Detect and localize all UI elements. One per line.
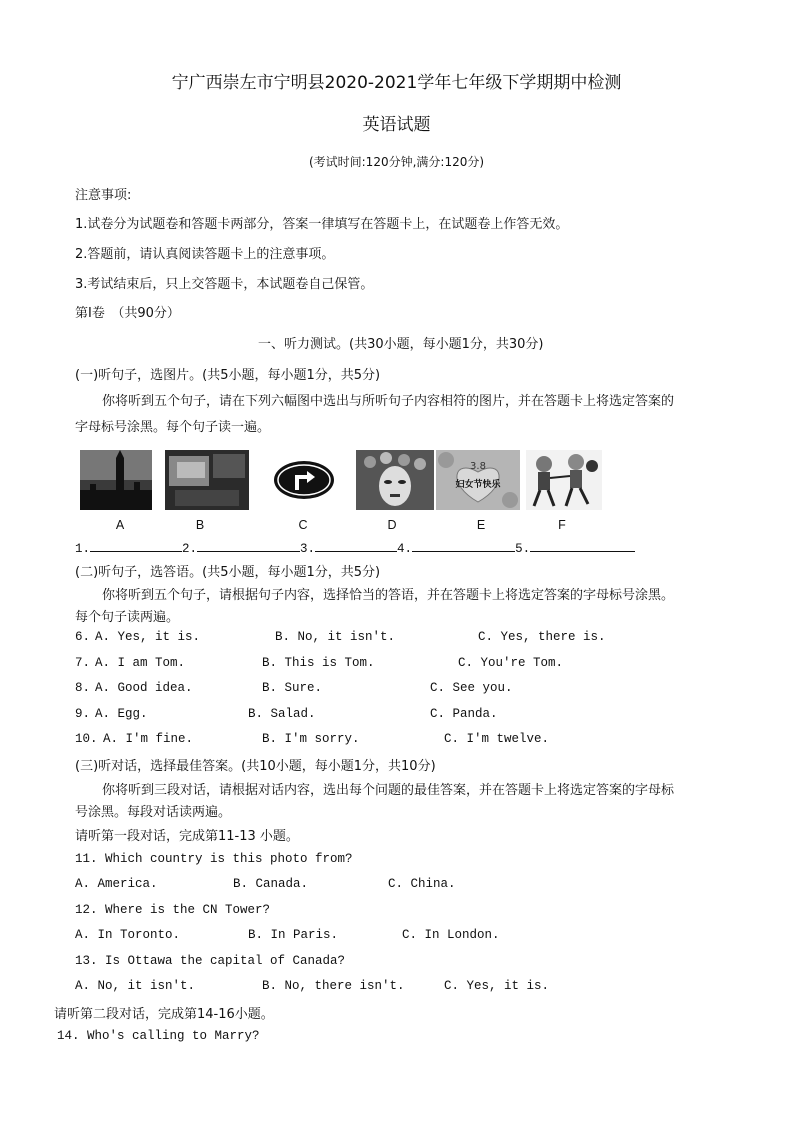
option-a: A. No, it isn't. [75, 979, 196, 993]
option-b: B. Sure. [262, 681, 323, 695]
question-number: 10. [75, 732, 98, 746]
answer-blank[interactable] [412, 537, 515, 552]
picture-f-children-playing [526, 450, 602, 510]
picture-e-womens-day-card [436, 450, 520, 510]
volume-label: 第Ⅰ卷 （共90分） [75, 306, 180, 321]
answer-blank[interactable] [315, 537, 397, 552]
part2-heading: (二)听句子，选答语。(共5小题，每小题1分，共5分) [75, 565, 381, 580]
picture-letter: A [115, 518, 125, 532]
answer-blanks-row [75, 537, 635, 556]
picture-a-big-ben [80, 450, 152, 510]
picture-letter: D [387, 518, 397, 532]
option-a: A. Yes, it is. [95, 630, 201, 644]
dialog-intro: 请听第一段对话，完成第11-13 小题。 [75, 829, 299, 844]
blank-label: 2. [182, 542, 198, 556]
question-text: 14. Who's calling to Marry? [57, 1029, 260, 1043]
option-a: A. Egg. [95, 707, 148, 721]
option-c: C. In London. [402, 928, 500, 942]
picture-letter: B [195, 518, 205, 532]
option-b: B. I'm sorry. [262, 732, 360, 746]
answer-blank[interactable] [197, 537, 300, 552]
part2-instruction: 你将听到五个句子，请根据句子内容，选择恰当的答语，并在答题卡上将选定答案的字母标号涂黑。 [102, 588, 675, 603]
option-b: B. In Paris. [248, 928, 339, 942]
question-number: 9. [75, 707, 91, 721]
option-a: A. I am Tom. [95, 656, 186, 670]
option-c: C. See you. [430, 681, 513, 695]
section-heading: 一、听力测试。(共30小题，每小题1分，共30分) [258, 337, 544, 352]
option-c: C. Yes, there is. [478, 630, 606, 644]
exam-subtitle: 英语试题 [362, 115, 431, 135]
question-text: 12. Where is the CN Tower? [75, 903, 271, 917]
option-c: C. I'm twelve. [444, 732, 550, 746]
option-b: B. No, it isn't. [275, 630, 396, 644]
part1-heading: (一)听句子，选图片。(共5小题，每小题1分，共5分) [75, 368, 381, 383]
part1-instruction: 你将听到五个句子，请在下列六幅图中选出与所听句子内容相符的图片，并在答题卡上将选定答案的 [102, 394, 675, 409]
option-a: A. In Toronto. [75, 928, 181, 942]
picture-b-photo [165, 450, 249, 510]
womens-day-number: 3.8 [470, 461, 486, 472]
part2-instruction: 每个句子读两遍。 [75, 610, 180, 625]
answer-blank[interactable] [90, 537, 182, 552]
blank-label: 5. [515, 542, 531, 556]
question-text: 11. Which country is this photo from? [75, 852, 353, 866]
picture-letter: E [476, 518, 486, 532]
option-c: C. Panda. [430, 707, 498, 721]
question-number: 8. [75, 681, 91, 695]
part3-heading: (三)听对话，选择最佳答案。(共10小题，每小题1分，共10分) [75, 759, 436, 774]
option-c: C. Yes, it is. [444, 979, 550, 993]
blank-label: 1. [75, 542, 91, 556]
option-a: A. America. [75, 877, 158, 891]
note-item: 1.试卷分为试题卷和答题卡两部分，答案一律填写在答题卡上，在试题卷上作答无效。 [75, 217, 569, 232]
womens-day-greeting: 妇女节快乐 [455, 480, 501, 490]
option-a: A. I'm fine. [103, 732, 194, 746]
exam-title: 宁广西崇左市宁明县2020-2021学年七年级下学期期中检测 [171, 73, 622, 93]
part3-instruction: 号涂黑。每段对话读两遍。 [75, 805, 232, 820]
dialog-intro: 请听第二段对话，完成第14-16小题。 [54, 1007, 274, 1022]
picture-letter: C [298, 518, 308, 532]
notes-heading: 注意事项: [75, 188, 132, 203]
part1-instruction: 字母标号涂黑。每个句子读一遍。 [75, 420, 271, 435]
note-item: 2.答题前，请认真阅读答题卡上的注意事项。 [75, 247, 335, 262]
note-item: 3.考试结束后，只上交答题卡，本试题卷自己保管。 [75, 277, 374, 292]
option-a: A. Good idea. [95, 681, 193, 695]
option-c: C. China. [388, 877, 456, 891]
blank-label: 3. [300, 542, 316, 556]
option-c: C. You're Tom. [458, 656, 564, 670]
question-text: 13. Is Ottawa the capital of Canada? [75, 954, 346, 968]
option-b: B. Canada. [233, 877, 309, 891]
picture-c-turn-right-sign [272, 450, 336, 510]
part3-instruction: 你将听到三段对话，请根据对话内容，选出每个问题的最佳答案，并在答题卡上将选定答案的字母标 [102, 783, 675, 798]
option-b: B. This is Tom. [262, 656, 375, 670]
picture-letter: F [558, 518, 566, 532]
picture-d-opera-mask [356, 450, 434, 510]
question-number: 7. [75, 656, 91, 670]
question-number: 6. [75, 630, 91, 644]
exam-info: (考试时间:120分钟,满分:120分) [308, 155, 485, 169]
answer-blank[interactable] [530, 537, 635, 552]
option-b: B. No, there isn't. [262, 979, 405, 993]
option-b: B. Salad. [248, 707, 316, 721]
blank-label: 4. [397, 542, 413, 556]
